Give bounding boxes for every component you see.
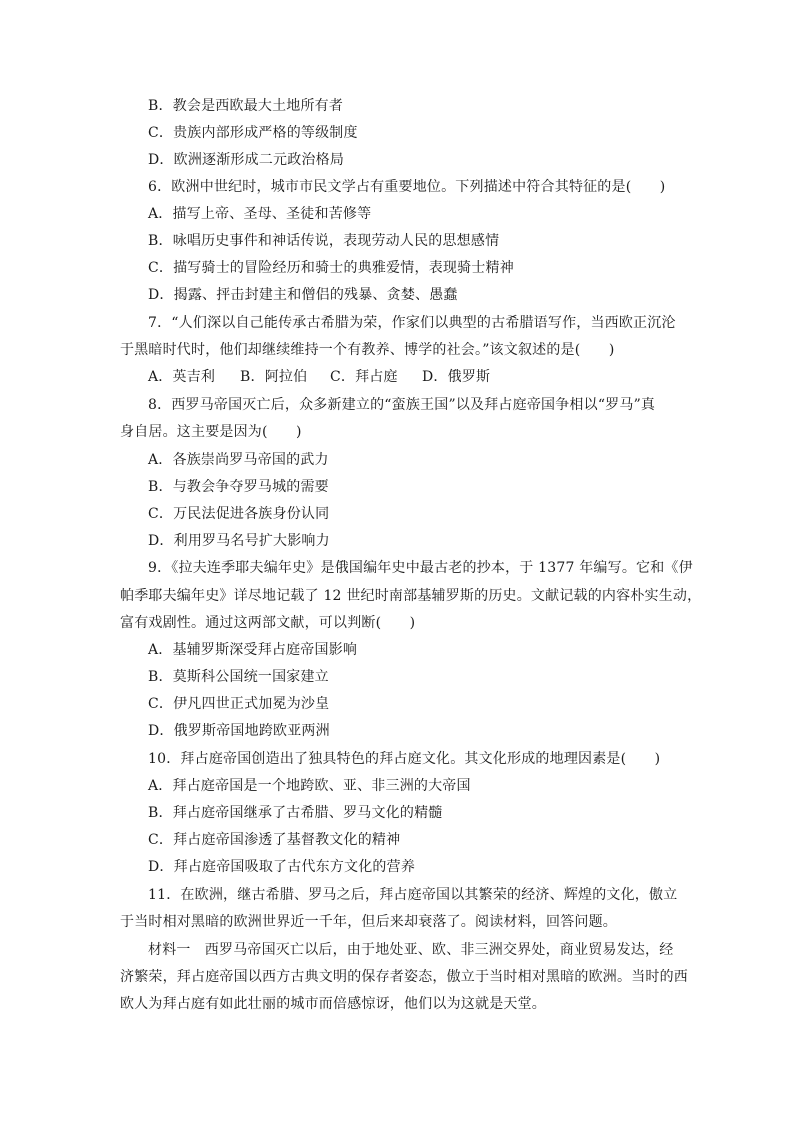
q5-option-d: D．欧洲逐渐形成二元政治格局 (148, 152, 345, 168)
q8-option-c: C．万民法促进各族身份认同 (148, 506, 330, 522)
q11-material1-line3: 欧人为拜占庭有如此壮丽的城市而倍感惊讶，他们以为这就是天堂。 (120, 996, 546, 1012)
q6-option-b: B．咏唱历史事件和神话传说，表现劳动人民的思想感情 (148, 233, 500, 249)
q8-stem-line2: 身自居。这主要是因为( ) (120, 424, 302, 440)
q7-option-b: B．阿拉伯 (240, 369, 308, 385)
q10-stem: 10．拜占庭帝国创造出了独具特色的拜占庭文化。其文化形成的地理因素是( ) (148, 751, 661, 767)
q9-option-b: B．莫斯科公国统一国家建立 (148, 669, 329, 685)
q11-stem-line1: 11．在欧洲，继古希腊、罗马之后，拜占庭帝国以其繁荣的经济、辉煌的文化，傲立 (148, 887, 678, 903)
q6-option-a: A．描写上帝、圣母、圣徒和苦修等 (148, 206, 372, 222)
q5-option-c: C．贵族内部形成严格的等级制度 (148, 125, 358, 141)
q8-option-b: B．与教会争夺罗马城的需要 (148, 479, 329, 495)
q11-material1-line2: 济繁荣，拜占庭帝国以西方古典文明的保存者姿态，傲立于当时相对黑暗的欧洲。当时的西 (120, 969, 688, 985)
q10-option-a: A．拜占庭帝国是一个地跨欧、亚、非三洲的大帝国 (148, 778, 471, 794)
q11-stem-line2: 于当时相对黑暗的欧洲世界近一千年，但后来却衰落了。阅读材料，回答问题。 (120, 914, 617, 930)
q7-option-d: D．俄罗斯 (422, 369, 491, 385)
q8-stem-line1: 8．西罗马帝国灭亡后，众多新建立的“蛮族王国”以及拜占庭帝国争相以“罗马”真 (148, 397, 656, 413)
q7-option-a: A．英吉利 (148, 369, 216, 385)
q8-option-a: A．各族崇尚罗马帝国的武力 (148, 452, 329, 468)
q9-stem-line2: 帕季耶夫编年史》详尽地记载了 12 世纪时南部基辅罗斯的历史。文献记载的内容朴实生动， (120, 588, 702, 604)
q8-option-d: D．利用罗马名号扩大影响力 (148, 533, 330, 549)
q9-stem-line1: 9．《拉夫连季耶夫编年史》是俄国编年史中最古老的抄本，于 1377 年编写。它和《伊 (148, 560, 693, 576)
q11-material1-line1: 材料一 西罗马帝国灭亡以后，由于地处亚、欧、非三洲交界处，商业贸易发达，经 (148, 942, 674, 958)
q5-option-b: B．教会是西欧最大土地所有者 (148, 98, 344, 114)
q7-options (148, 367, 490, 387)
q10-option-c: C．拜占庭帝国渗透了基督教文化的精神 (148, 832, 401, 848)
q9-stem-line3: 富有戏剧性。通过这两部文献，可以判断( ) (120, 615, 416, 631)
q9-option-a: A．基辅罗斯深受拜占庭帝国影响 (148, 642, 358, 658)
q9-option-d: D．俄罗斯帝国地跨欧亚两洲 (148, 723, 330, 739)
q7-stem-line2: 于黑暗时代时，他们却继续维持一个有教养、博学的社会。”该文叙述的是( ) (120, 342, 615, 358)
q10-option-d: D．拜占庭帝国吸取了古代东方文化的营养 (148, 859, 416, 875)
q7-stem-line1: 7．“人们深以自己能传承古希腊为荣，作家们以典型的古希腊语写作，当西欧正沉沦 (148, 315, 676, 331)
q6-option-c: C．描写骑士的冒险经历和骑士的典雅爱情，表现骑士精神 (148, 260, 514, 276)
q10-option-b: B．拜占庭帝国继承了古希腊、罗马文化的精髓 (148, 805, 443, 821)
q6-stem: 6．欧洲中世纪时，城市市民文学占有重要地位。下列描述中符合其特征的是( ) (148, 179, 666, 195)
q9-option-c: C．伊凡四世正式加冕为沙皇 (148, 696, 330, 712)
q7-option-c: C．拜占庭 (330, 369, 398, 385)
q6-option-d: D．揭露、抨击封建主和僧侣的残暴、贪婪、愚蠢 (148, 287, 458, 303)
